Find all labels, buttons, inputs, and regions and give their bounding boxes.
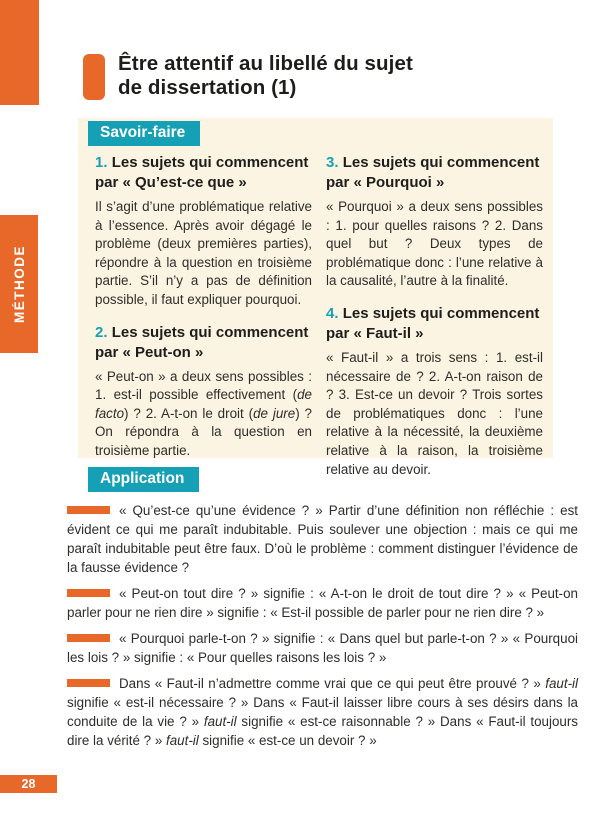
block-number: 3.: [326, 154, 339, 171]
method-block-4: [326, 304, 543, 479]
paragraph-marker-icon: [67, 589, 110, 597]
column-right: [326, 153, 543, 492]
block-heading: [95, 323, 312, 363]
block-heading-text: Les sujets qui commencent par « Qu’est-ce que »: [95, 154, 309, 191]
application-badge: Application: [88, 467, 199, 492]
application-paragraph-1: [67, 501, 578, 577]
application-paragraph-2: [67, 584, 578, 622]
savoir-faire-columns: [78, 146, 553, 492]
paragraph-marker-icon: [67, 634, 110, 642]
paragraph-marker-icon: [67, 679, 110, 687]
block-body: « Peut-on » a deux sens possibles : 1. est-il possible effectivement (de facto) ? 2. A-t-on le droit (de jure) ? On répondra à la question en troisième partie.: [95, 368, 312, 458]
page-title-line2: de dissertation (1): [118, 76, 297, 99]
block-heading-text: Les sujets qui commencent par « Pourquoi »: [326, 154, 540, 191]
application-paragraph-3: [67, 629, 578, 667]
corner-tab: [0, 0, 39, 105]
page-title-line1: Être attentif au libellé du sujet: [118, 52, 413, 75]
block-number: 1.: [95, 154, 108, 171]
block-heading: [95, 153, 312, 193]
method-block-2: [95, 323, 312, 461]
side-tab-label: MÉTHODE: [11, 245, 27, 323]
method-side-tab: [0, 215, 38, 353]
block-body: « Faut-il » a trois sens : 1. est-il nécessaire de ? 2. A-t-on raison de ? 3. Est-ce un devoir ? Trois sortes de problématiques donc : l’une relative à la nécessité, la deuxième relative à la raison, la troisième relative au devoir.: [326, 349, 543, 477]
savoir-faire-badge: Savoir-faire: [88, 121, 200, 146]
method-block-1: [95, 153, 312, 310]
paragraph-text: « Qu’est-ce qu’une évidence ? » Partir d’une définition non réfléchie : est évident ce qui me paraît indubitable. Puis soulever une objection : mais ce qui me paraît indubitable peut être faux. D’où le problème : comment distinguer l’évidence de la fausse évidence ?: [67, 503, 578, 575]
paragraph-marker-icon: [67, 506, 110, 514]
application-section: [67, 467, 578, 757]
paragraph-text: Dans « Faut-il n’admettre comme vrai que ce qui peut être prouvé ? » faut-il signifie « est-il nécessaire ? » Dans « Faut-il laisser libre cours à ses désirs dans la conduite de la vie ? » faut-il signifie « est-ce raisonnable ? » Dans « Faut-il toujours dire la vérité ? » faut-il signifie « est-ce un devoir ? »: [67, 676, 578, 748]
column-left: [95, 153, 312, 492]
application-paragraph-4: [67, 674, 578, 750]
block-body: Il s’agit d’une problématique relative à l’essence. Après avoir dégagé le problème (deux premières parties), répondre à la question en troisième partie. S’il n’y a pas de définition possible, il faut expliquer pourquoi.: [95, 199, 312, 307]
block-body: « Pourquoi » a deux sens possibles : 1. pour quelles raisons ? 2. Dans quel but ? Deux types de problématique donc : l’une relative à la causalité, l’autre à la finalité.: [326, 199, 543, 289]
page-number: 28: [21, 777, 36, 791]
page-title: [118, 52, 413, 100]
block-heading: [326, 304, 543, 344]
block-number: 2.: [95, 323, 108, 341]
savoir-faire-panel: [78, 118, 553, 477]
title-bullet-icon: [83, 54, 105, 100]
page-number-badge: [0, 775, 57, 793]
block-heading: [326, 153, 543, 193]
block-heading-text: Les sujets qui commencent par « Peut-on »: [95, 323, 309, 361]
paragraph-text: « Peut-on tout dire ? » signifie : « A-t-on le droit de tout dire ? » « Peut-on parler pour ne rien dire » signifie : « Est-il possible de parler pour ne rien dire ? »: [67, 586, 578, 620]
method-block-3: [326, 153, 543, 291]
block-number: 4.: [326, 304, 339, 322]
block-heading-text: Les sujets qui commencent par « Faut-il »: [326, 304, 540, 342]
paragraph-text: « Pourquoi parle-t-on ? » signifie : « Dans quel but parle-t-on ? » « Pourquoi les lois ? » signifie : « Pour quelles raisons les lois ? »: [67, 631, 578, 665]
chapter-title-row: [83, 52, 413, 100]
